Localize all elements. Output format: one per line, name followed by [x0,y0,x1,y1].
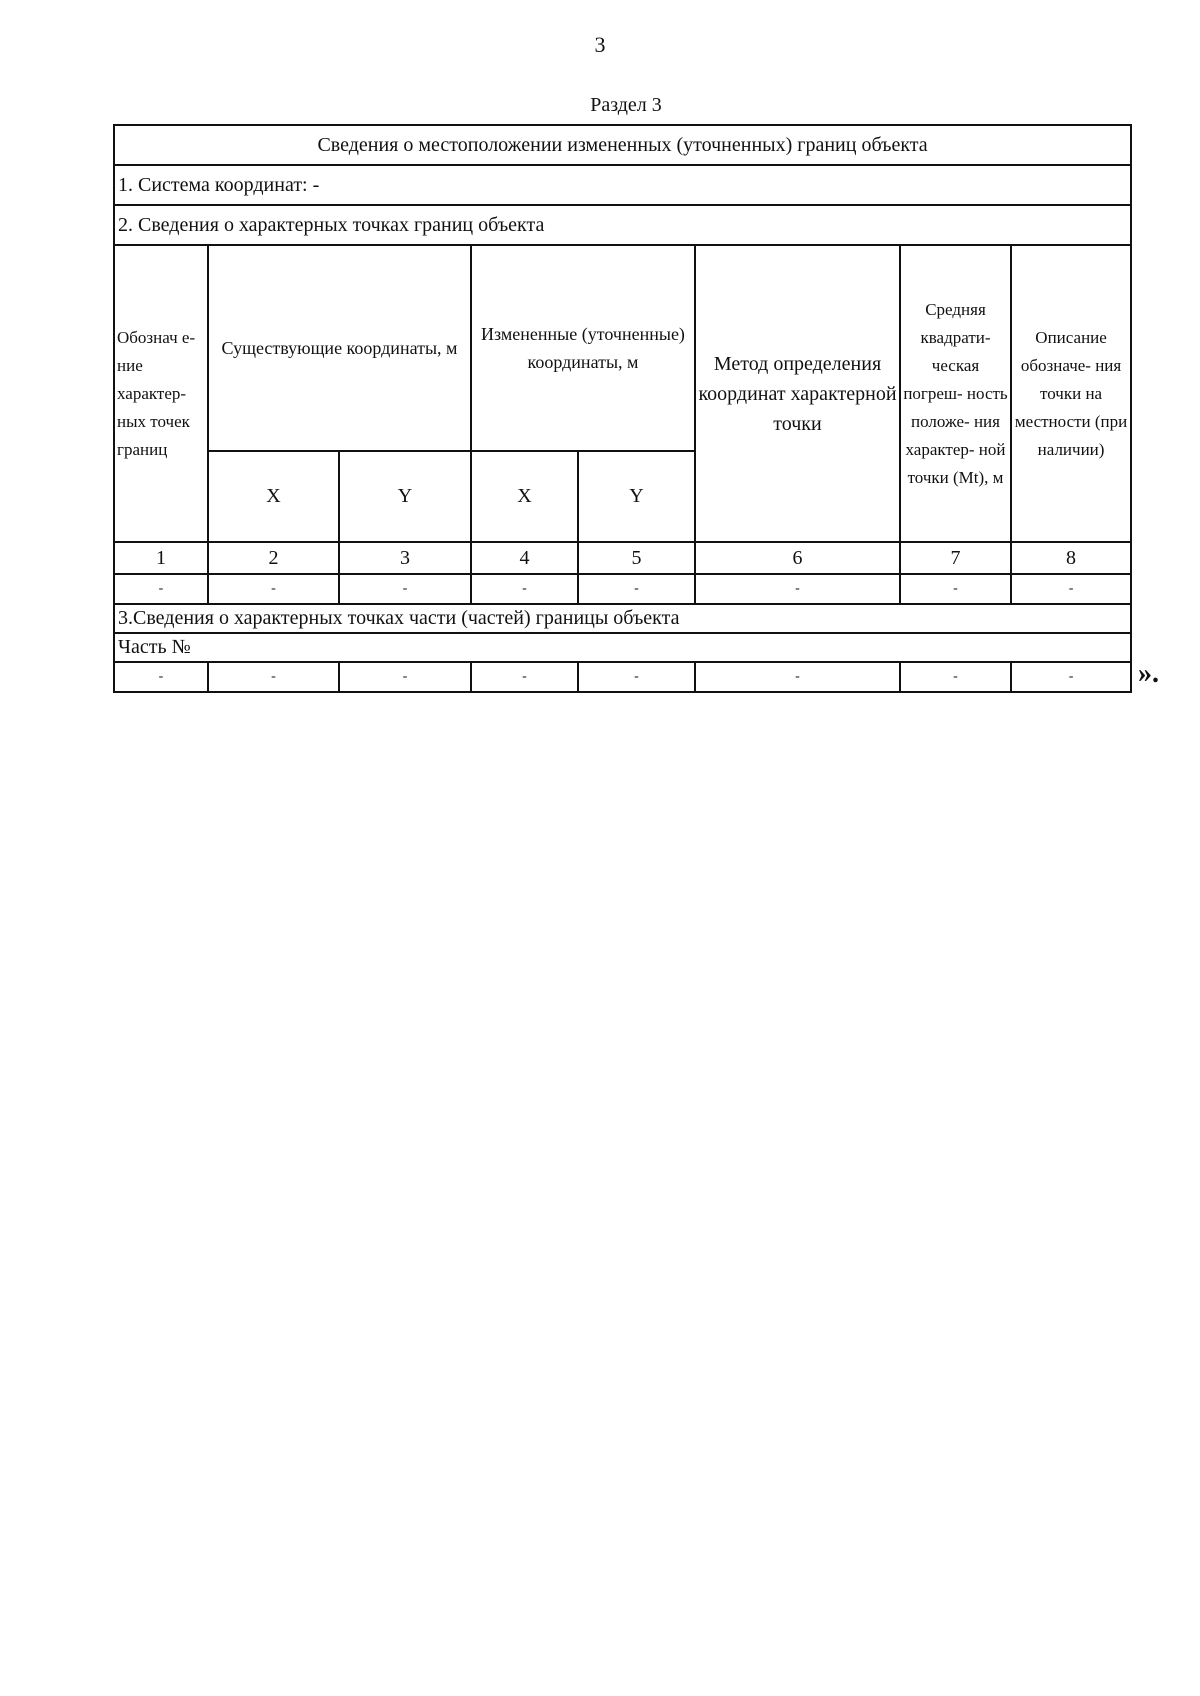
table-cell: - [900,574,1011,604]
table-cell: - [208,662,339,692]
table-cell: - [339,662,471,692]
table-cell: - [695,574,900,604]
table-cell: - [114,662,208,692]
parts-heading: 3.Сведения о характерных точках части (частей) границы объекта [114,604,1131,633]
table-cell: - [695,662,900,692]
table-cell: - [471,574,578,604]
header-existing-x: X [208,451,339,542]
table-cell: - [578,662,695,692]
column-number: 2 [208,542,339,574]
column-number: 3 [339,542,471,574]
table-row [114,574,1131,604]
column-number: 7 [900,542,1011,574]
part-label: Часть № [114,633,1131,662]
table-cell: - [1011,662,1131,692]
header-changed-x: X [471,451,578,542]
table-cell: - [114,574,208,604]
closing-quote-mark: ». [1138,658,1159,689]
table-cell: - [208,574,339,604]
table-cell: - [1011,574,1131,604]
table-row [114,662,1131,692]
header-existing-y: Y [339,451,471,542]
header-method: Метод определения координат характерной точки [695,245,900,542]
column-number: 4 [471,542,578,574]
column-number: 6 [695,542,900,574]
points-heading: 2. Сведения о характерных точках границ объекта [114,205,1131,245]
header-changed-coordinates: Измененные (уточненные) координаты, м [471,245,695,451]
boundary-points-table [113,124,1132,693]
coordinate-system: 1. Система координат: - [114,165,1131,205]
table-title: Сведения о местоположении измененных (уточненных) границ объекта [114,125,1131,165]
table-cell: - [900,662,1011,692]
header-designation: Обознач е-ние характер- ных точек границ [114,245,208,542]
table-cell: - [578,574,695,604]
table-cell: - [339,574,471,604]
header-changed-y: Y [578,451,695,542]
page-number: 3 [594,32,606,57]
header-existing-coordinates: Существующие координаты, м [208,245,471,451]
column-numbers-row [114,542,1131,574]
header-mean-square-error: Средняя квадрати- ческая погреш- ность положе- ния характер- ной точки (Mt), м [900,245,1011,542]
header-description: Описание обозначе- ния точки на местности (при наличии) [1011,245,1131,542]
section-title: Раздел 3 [590,94,662,116]
column-number: 8 [1011,542,1131,574]
column-number: 5 [578,542,695,574]
column-number: 1 [114,542,208,574]
table-cell: - [471,662,578,692]
